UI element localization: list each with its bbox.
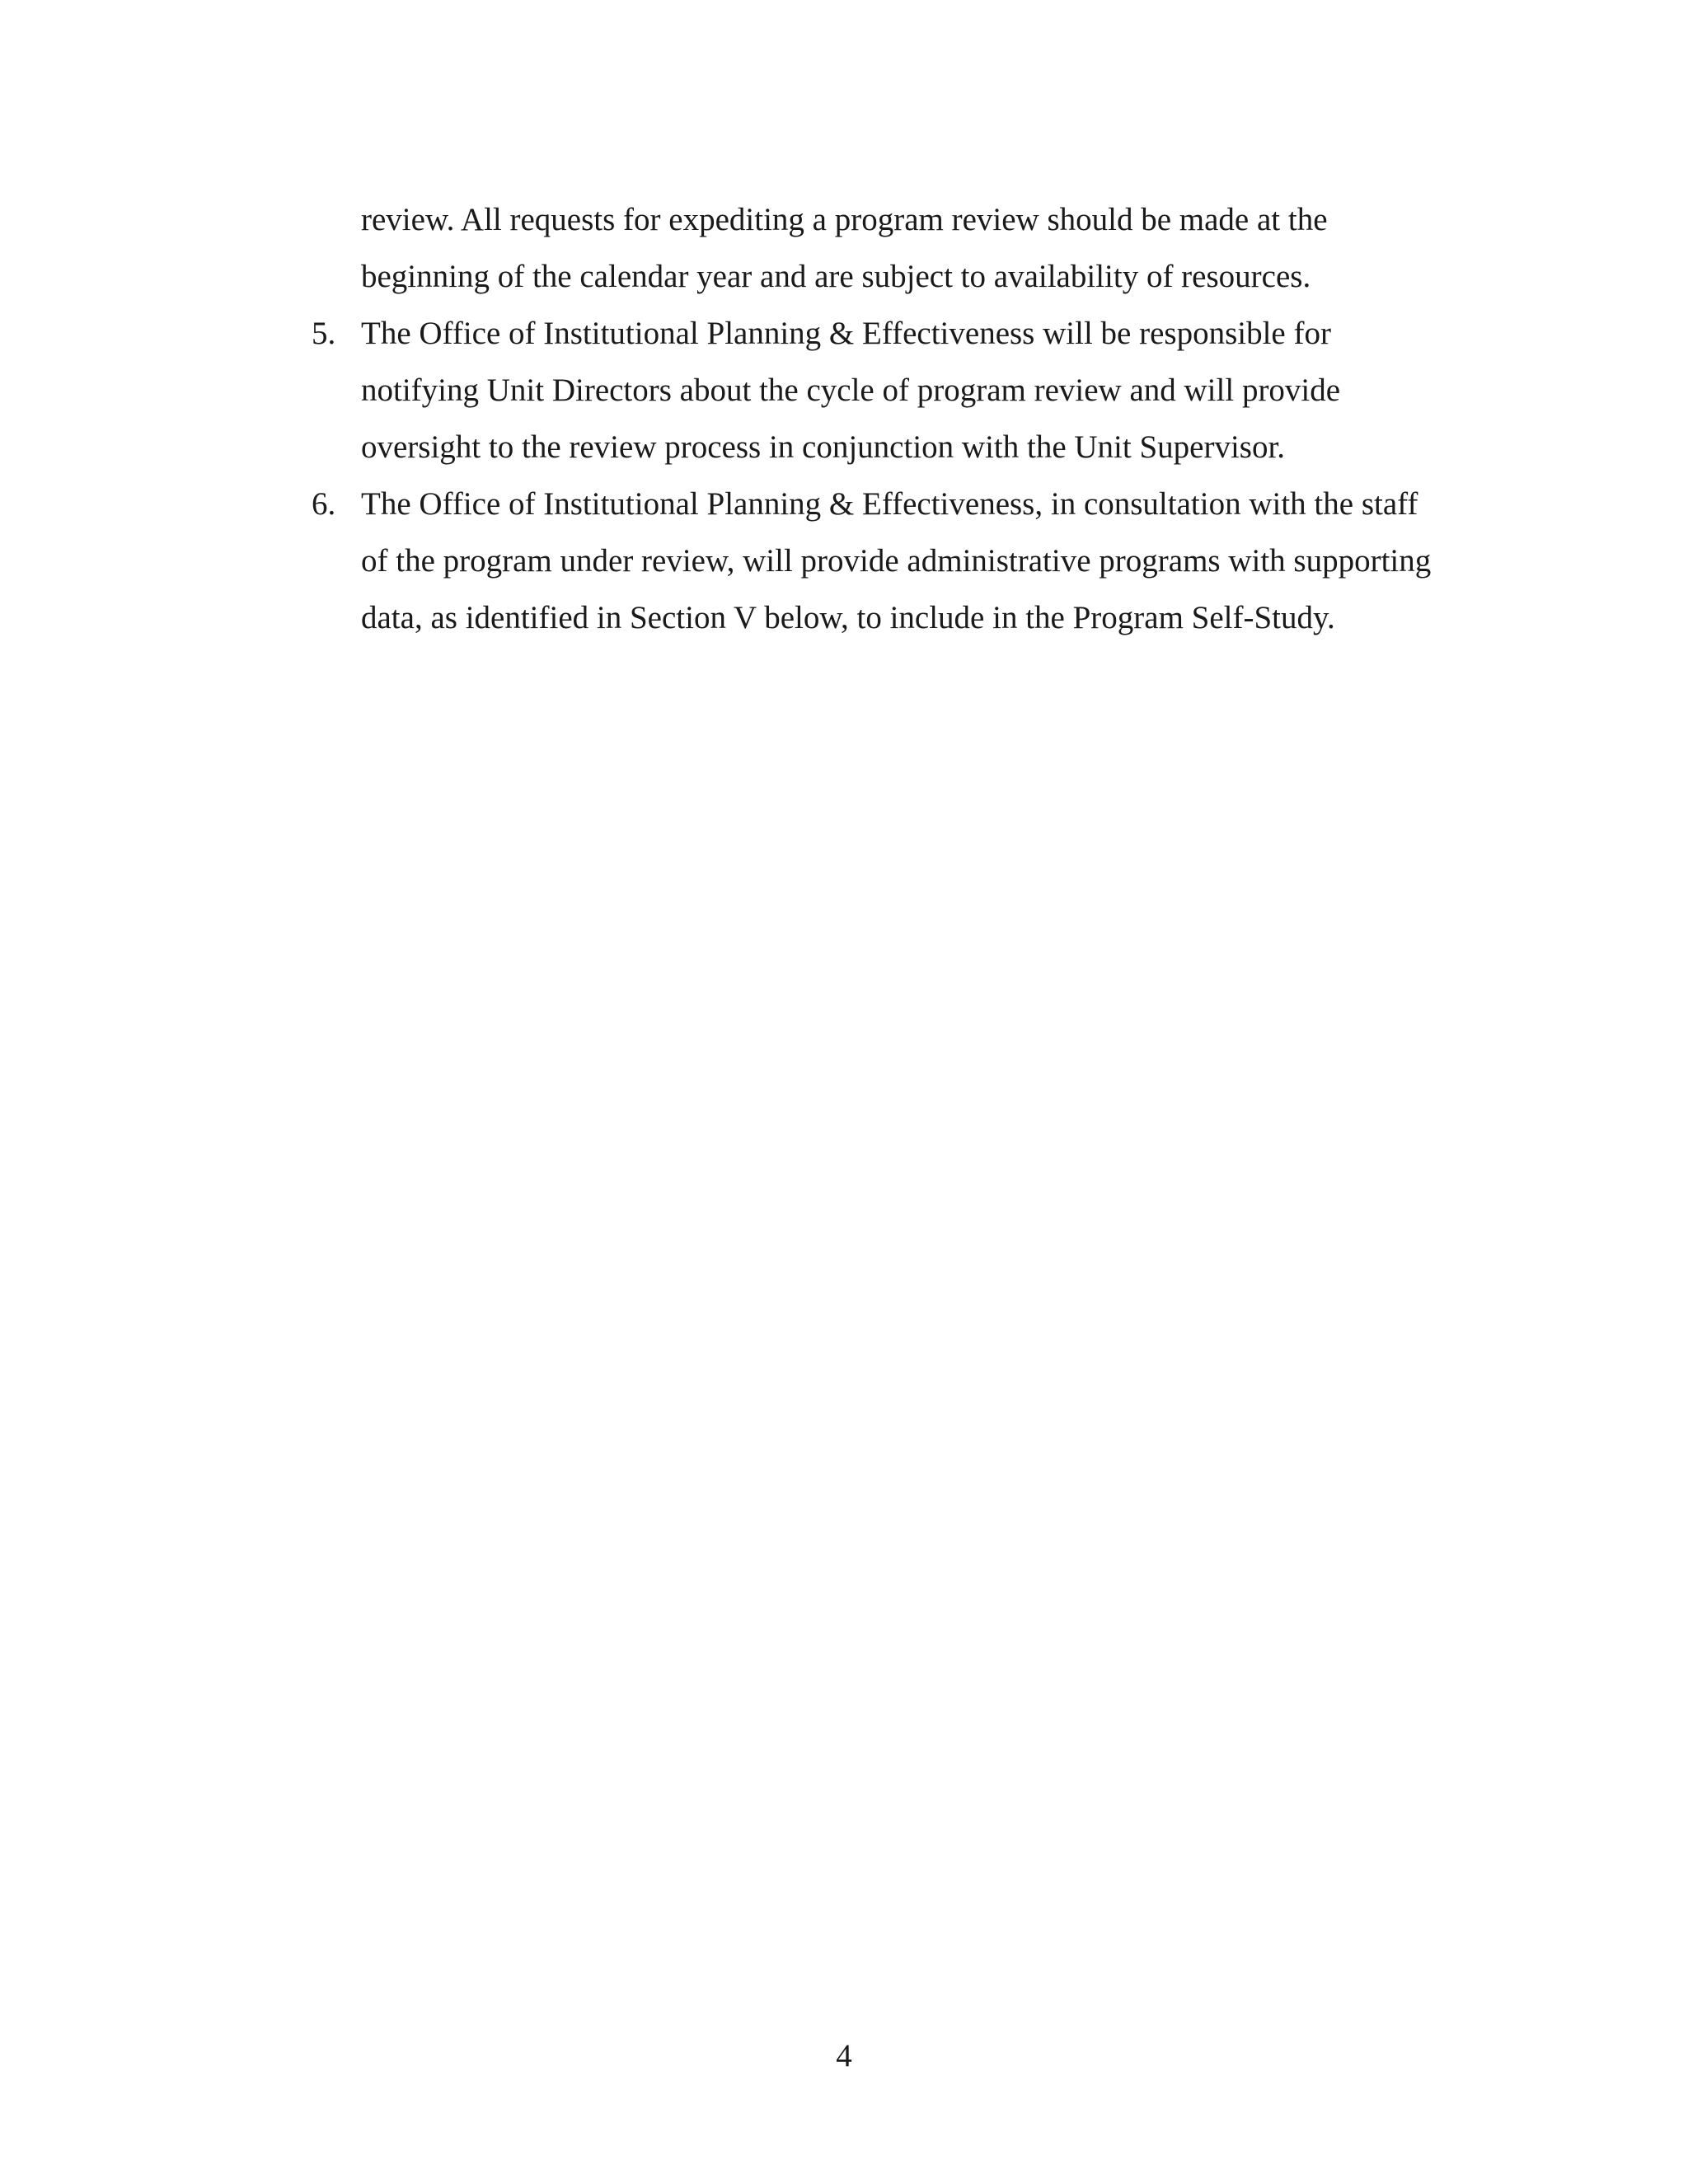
list-item-number: 6.	[312, 486, 336, 522]
list-item	[307, 305, 1477, 476]
text-line: The Office of Institutional Planning & Effectiveness, in consultation with the staff	[361, 486, 1418, 522]
list-item-continuation	[361, 191, 1477, 305]
text-line: of the program under review, will provide administrative programs with supporting	[361, 543, 1432, 579]
text-line: beginning of the calendar year and are subject to availability of resources.	[361, 259, 1311, 294]
text-line: The Office of Institutional Planning & Effectiveness will be responsible for	[361, 316, 1331, 351]
text-line: data, as identified in Section V below, to include in the Program Self-Study.	[361, 600, 1335, 635]
text-line: notifying Unit Directors about the cycle of program review and will provide	[361, 373, 1341, 408]
document-body	[307, 191, 1477, 646]
page-number: 4	[836, 2038, 852, 2074]
list-item-number: 5.	[312, 316, 336, 351]
text-line: oversight to the review process in conjunction with the Unit Supervisor.	[361, 429, 1286, 465]
list-item	[307, 476, 1477, 646]
text-line: review. All requests for expediting a program review should be made at the	[361, 202, 1328, 237]
